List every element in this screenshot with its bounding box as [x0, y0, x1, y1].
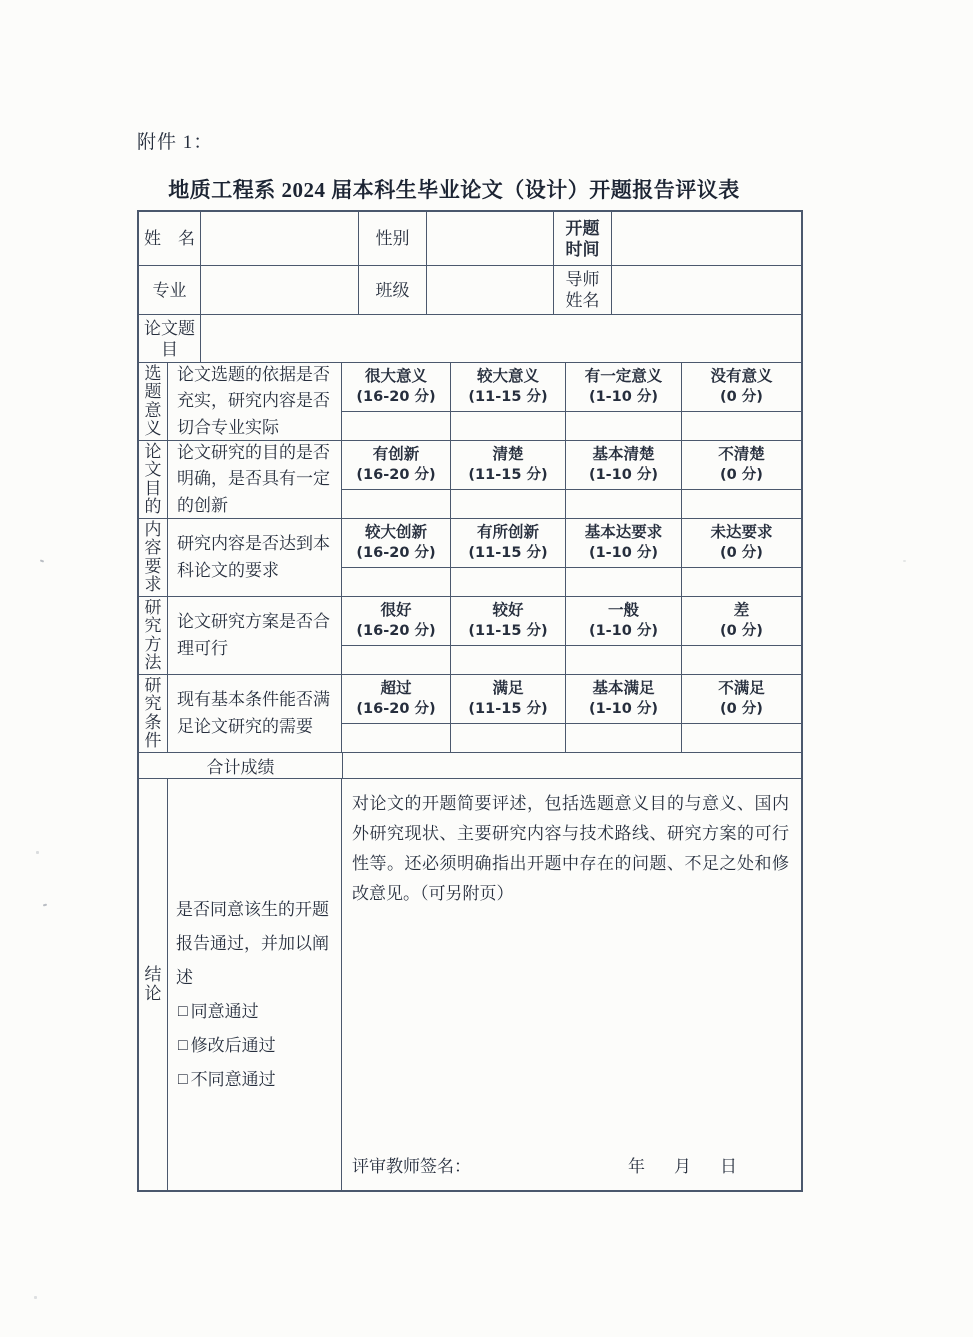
score-entry-cell [682, 412, 801, 440]
conclusion-option-reject [176, 1063, 337, 1097]
criterion-category: 研究条件 [139, 675, 168, 752]
option-cell [682, 597, 801, 674]
comments-cell [342, 779, 801, 1190]
option-score-range: (1-10 分) [588, 701, 659, 717]
opening-time-label: 开题时间 [554, 212, 612, 265]
option-score-range: (11-15 分) [468, 545, 548, 561]
score-entry-cell [451, 412, 565, 440]
comment-instructions: 对论文的开题简要评述，包括选题意义目的与意义、国内外研究现状、主要研究内容与技术路线、研究方案的可行性等。还必须明确指出开题中存在的问题、不足之处和修改意见。（可另附页） [352, 794, 789, 903]
option-cell [451, 441, 566, 518]
score-entry-cell [566, 412, 681, 440]
criterion-category: 内容要求 [139, 519, 168, 596]
option-cell [451, 675, 566, 752]
total-score-row [139, 753, 801, 779]
option-score-range: (0 分) [720, 701, 763, 717]
option-label: 未达要求 [710, 523, 773, 541]
option-label: 很好 [380, 601, 412, 619]
total-score-value [343, 753, 801, 778]
form-title: 地质工程系 2024 届本科生毕业论文（设计）开题报告评议表 [168, 178, 740, 202]
scan-speck [40, 559, 44, 562]
option-cell [451, 519, 566, 596]
thesis-title-row [139, 315, 801, 363]
option-score-range: (1-10 分) [588, 623, 659, 639]
thesis-title-value [201, 315, 801, 362]
opening-time-value [612, 212, 801, 265]
total-score-label: 合计成绩 [139, 753, 343, 778]
criterion-description: 论文研究的目的是否明确，是否具有一定的创新 [168, 441, 342, 518]
option-cell [342, 597, 451, 674]
option-score-range: (11-15 分) [468, 701, 548, 717]
gender-label: 性别 [359, 212, 427, 265]
option-label: 有一定意义 [584, 367, 663, 385]
checkbox-label: 不同意通过 [190, 1069, 276, 1089]
option-cell [342, 363, 451, 440]
criterion-row-content-requirements [139, 519, 801, 597]
option-score-range: (0 分) [720, 467, 763, 483]
advisor-label: 导师姓名 [554, 266, 612, 314]
option-label: 超过 [380, 679, 412, 697]
option-score-range: (0 分) [720, 623, 763, 639]
option-score-range: (16-20 分) [356, 389, 436, 405]
option-cell [342, 441, 451, 518]
conclusion-options-cell [168, 779, 342, 1190]
option-cell [682, 441, 801, 518]
option-label: 不满足 [718, 679, 765, 697]
option-label: 基本清楚 [592, 445, 655, 463]
option-cell [451, 363, 566, 440]
major-label: 专业 [139, 266, 201, 314]
criterion-category: 论文目的 [139, 441, 168, 518]
conclusion-category: 结论 [139, 779, 168, 1190]
criterion-row-research-method [139, 597, 801, 675]
class-label: 班级 [359, 266, 427, 314]
option-label: 不清楚 [718, 445, 765, 463]
conclusion-prompt: 是否同意该生的开题报告通过，并加以阐述 [176, 899, 329, 987]
option-cell [566, 675, 682, 752]
criterion-category: 选题意义 [139, 363, 168, 440]
score-entry-cell [342, 490, 450, 518]
review-form-table [137, 210, 803, 1192]
criterion-row-research-conditions [139, 675, 801, 753]
gender-value [427, 212, 554, 265]
score-entry-cell [451, 490, 565, 518]
option-label: 没有意义 [710, 367, 773, 385]
option-score-range: (16-20 分) [356, 467, 436, 483]
attachment-label: 附件 1： [137, 132, 214, 153]
score-entry-cell [566, 724, 681, 752]
criterion-category: 研究方法 [139, 597, 168, 674]
score-entry-cell [566, 568, 681, 596]
conclusion-row [139, 779, 801, 1190]
score-entry-cell [682, 490, 801, 518]
option-score-range: (11-15 分) [468, 623, 548, 639]
class-value [427, 266, 554, 314]
score-entry-cell [451, 568, 565, 596]
option-cell [566, 441, 682, 518]
option-cell [566, 597, 682, 674]
conclusion-option-approve [176, 995, 337, 1029]
score-entry-cell [342, 646, 450, 674]
option-score-range: (1-10 分) [588, 545, 659, 561]
checkbox-label: 修改后通过 [190, 1035, 276, 1055]
option-cell [682, 675, 801, 752]
checkbox-icon: □ [178, 1002, 188, 1020]
option-label: 清楚 [492, 445, 524, 463]
option-cell [566, 519, 682, 596]
option-score-range: (16-20 分) [356, 545, 436, 561]
scan-speck [36, 851, 39, 854]
option-cell [342, 675, 451, 752]
score-entry-cell [342, 724, 450, 752]
option-score-range: (11-15 分) [468, 467, 548, 483]
score-entry-cell [342, 412, 450, 440]
signature-label: 评审教师签名： [352, 1157, 471, 1176]
criterion-row-topic-significance [139, 363, 801, 441]
score-entry-cell [451, 646, 565, 674]
checkbox-icon: □ [178, 1070, 188, 1088]
score-entry-cell [451, 724, 565, 752]
checkbox-icon: □ [178, 1036, 188, 1054]
option-label: 较好 [492, 601, 524, 619]
criterion-row-thesis-purpose [139, 441, 801, 519]
option-score-range: (0 分) [720, 545, 763, 561]
score-entry-cell [682, 646, 801, 674]
info-row-2 [139, 266, 801, 315]
conclusion-option-approve-after-revision [176, 1029, 337, 1063]
option-label: 很大意义 [364, 367, 427, 385]
scan-speck [34, 1296, 37, 1299]
option-label: 基本满足 [592, 679, 655, 697]
option-score-range: (11-15 分) [468, 389, 548, 405]
option-label: 有创新 [372, 445, 420, 463]
option-cell [451, 597, 566, 674]
option-label: 基本达要求 [584, 523, 663, 541]
score-entry-cell [342, 568, 450, 596]
score-entry-cell [682, 568, 801, 596]
name-label: 姓 名 [139, 212, 201, 265]
checkbox-label: 同意通过 [190, 1001, 259, 1021]
info-row-1 [139, 212, 801, 266]
option-score-range: (1-10 分) [588, 467, 659, 483]
score-entry-cell [566, 490, 681, 518]
name-value [201, 212, 359, 265]
option-label: 满足 [492, 679, 524, 697]
criterion-description: 研究内容是否达到本科论文的要求 [168, 519, 342, 596]
option-label: 差 [733, 601, 750, 619]
option-label: 有所创新 [476, 523, 539, 541]
option-score-range: (0 分) [720, 389, 763, 405]
option-cell [682, 363, 801, 440]
option-score-range: (16-20 分) [356, 623, 436, 639]
date-label: 年 月 日 [628, 1157, 743, 1176]
option-score-range: (1-10 分) [588, 389, 659, 405]
criterion-description: 论文选题的依据是否充实，研究内容是否切合专业实际 [168, 363, 342, 440]
option-label: 较大创新 [364, 523, 427, 541]
option-label: 较大意义 [476, 367, 539, 385]
criterion-description: 现有基本条件能否满足论文研究的需要 [168, 675, 342, 752]
option-cell [566, 363, 682, 440]
major-value [201, 266, 359, 314]
scan-speck [43, 904, 47, 907]
option-score-range: (16-20 分) [356, 701, 436, 717]
thesis-title-label: 论文题目 [139, 315, 201, 362]
criterion-description: 论文研究方案是否合理可行 [168, 597, 342, 674]
option-cell [682, 519, 801, 596]
score-entry-cell [566, 646, 681, 674]
advisor-value [612, 266, 801, 314]
scan-speck [903, 560, 906, 562]
option-label: 一般 [607, 601, 639, 619]
signature-row [352, 1152, 789, 1177]
score-entry-cell [682, 724, 801, 752]
option-cell [342, 519, 451, 596]
